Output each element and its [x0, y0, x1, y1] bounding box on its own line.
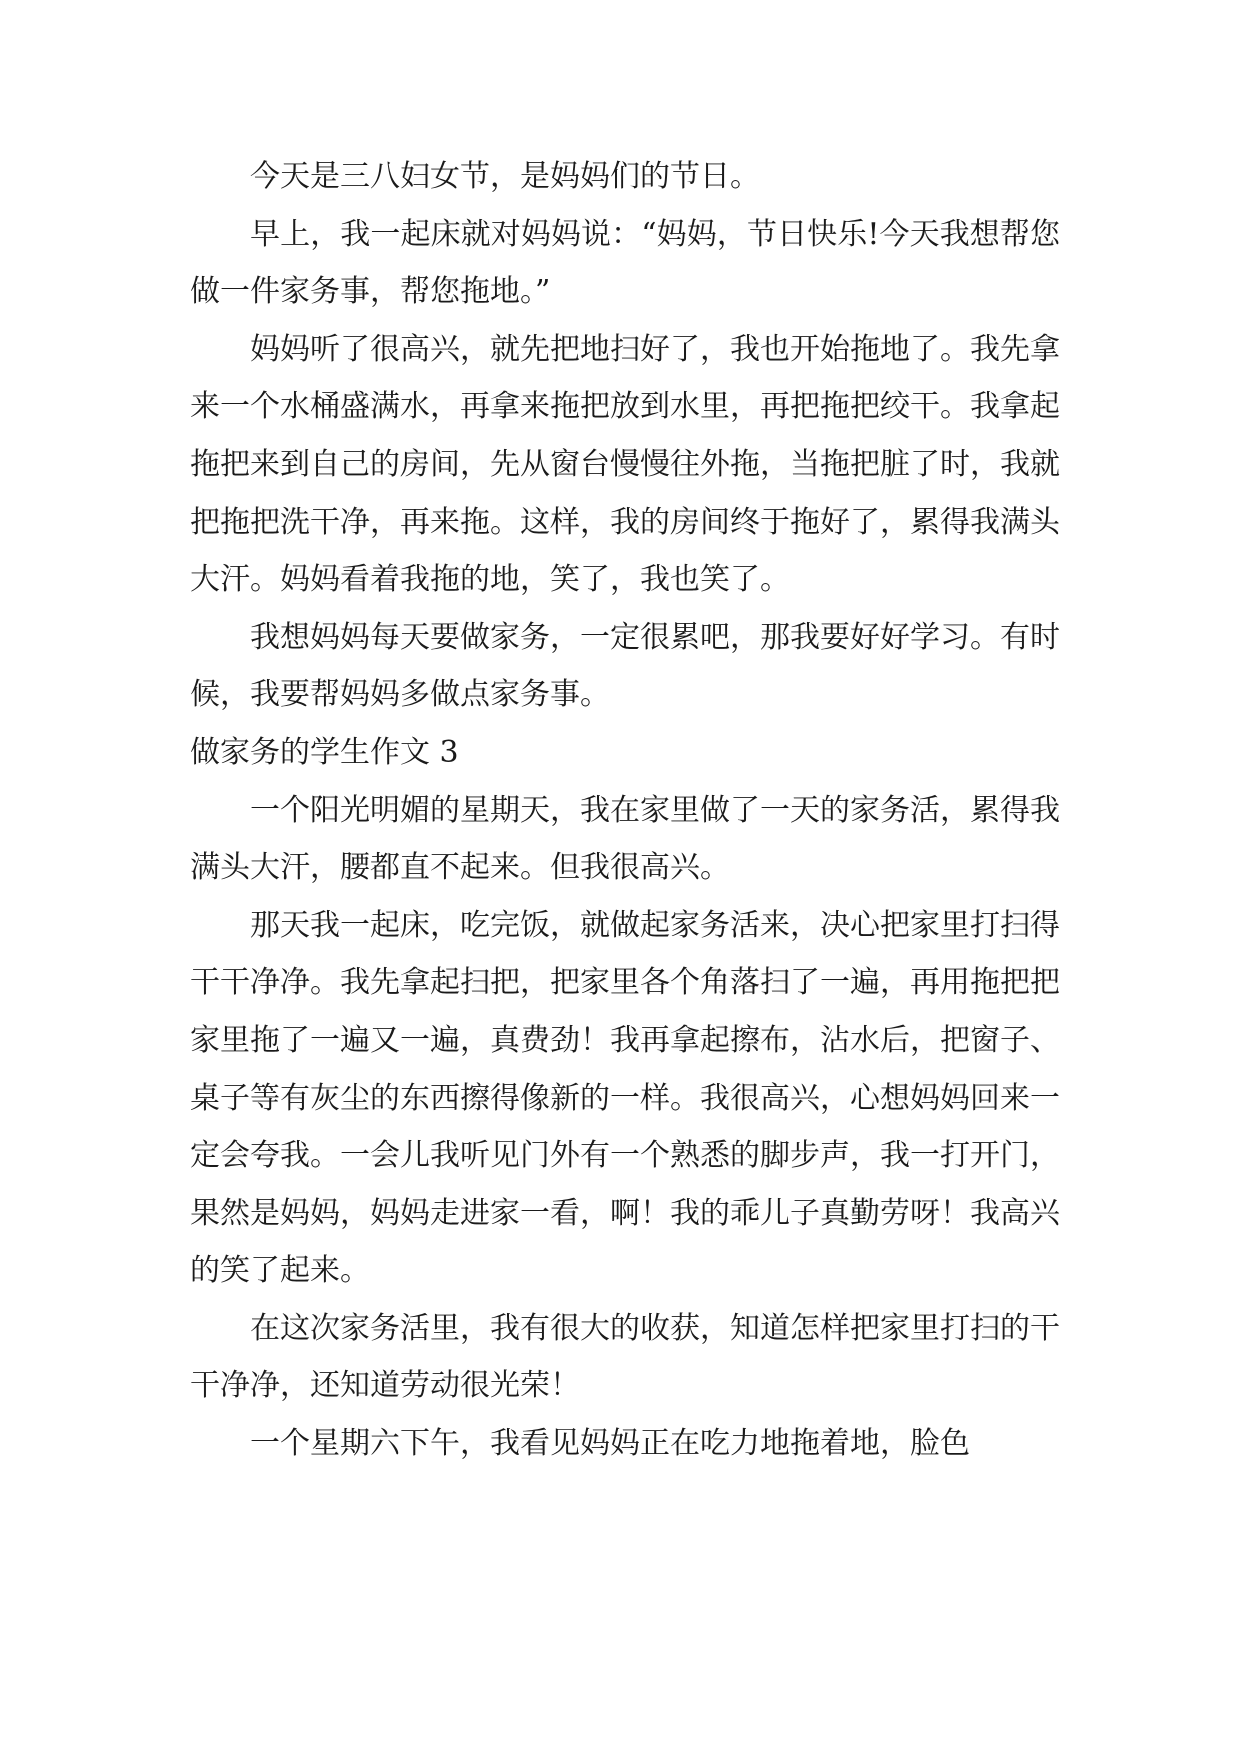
paragraph-5: 一个阳光明媚的星期天，我在家里做了一天的家务活，累得我满头大汗，腰都直不起来。但我很高兴。 — [190, 792, 1060, 886]
paragraph-1: 今天是三八妇女节，是妈妈们的节日。 — [250, 159, 760, 194]
paragraph-6: 那天我一起床，吃完饭，就做起家务活来，决心把家里打扫得干干净净。我先拿起扫把，把家里各个角落扫了一遍，再用拖把把家里拖了一遍又一遍，真费劲！我再拿起擦布，沾水后，把窗子、桌子等有灰尘的东西擦得像新的一样。我很高兴，心想妈妈回来一定会夸我。一会儿我听见门外有一个熟悉的脚步声，我一打开门，果然是妈妈，妈妈走进家一看，啊！我的乖儿子真勤劳呀！我高兴的笑了起来。 — [190, 907, 1060, 1289]
paragraph-7: 在这次家务活里，我有很大的收获，知道怎样把家里打扫的干干净净，还知道劳动很光荣！ — [190, 1310, 1060, 1404]
paragraph-8: 一个星期六下午，我看见妈妈正在吃力地拖着地，脸色 — [250, 1426, 970, 1462]
paragraph-2: 早上，我一起床就对妈妈说：“妈妈，节日快乐!今天我想帮您做一件家务事，帮您拖地。” — [190, 216, 1060, 310]
paragraph-3: 妈妈听了很高兴，就先把地扫好了，我也开始拖地了。我先拿来一个水桶盛满水，再拿来拖把放到水里，再把拖把绞干。我拿起拖把来到自己的房间，先从窗台慢慢往外拖，当拖把脏了时，我就把拖把洗干净，再来拖。这样，我的房间终于拖好了，累得我满头大汗。妈妈看着我拖的地，笑了，我也笑了。 — [190, 331, 1060, 598]
document-body — [190, 148, 1060, 1473]
section-heading: 做家务的学生作文 3 — [190, 734, 459, 770]
paragraph-4: 我想妈妈每天要做家务，一定很累吧，那我要好好学习。有时候，我要帮妈妈多做点家务事。 — [190, 619, 1060, 713]
